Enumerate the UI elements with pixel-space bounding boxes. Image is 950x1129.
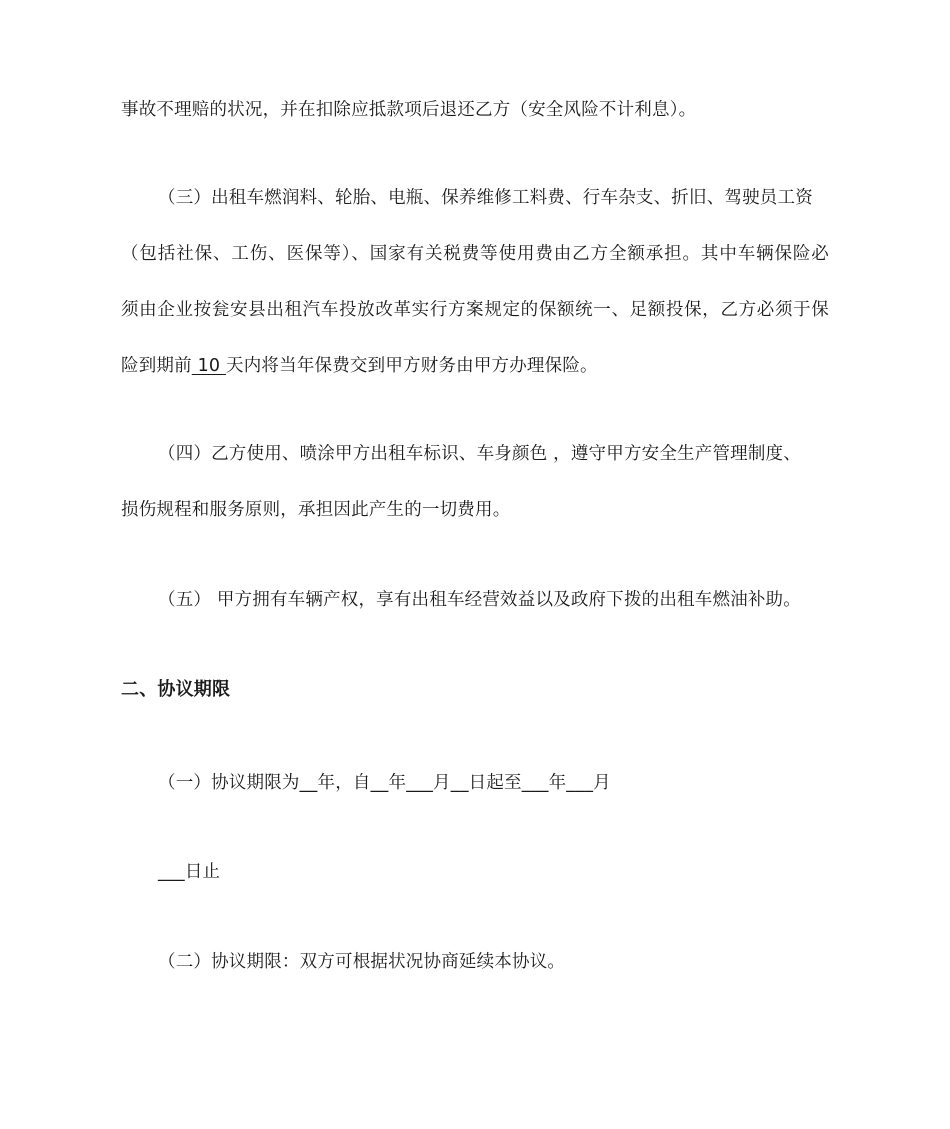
paragraph-3-line-4-suffix: 天内将当年保费交到甲方财务由甲方办理保险。 [226, 356, 598, 376]
section-2-item-2: （二）协议期限：双方可根据状况协商延续本协议。 [158, 952, 566, 972]
paragraph-3-line-3: 须由企业按瓮安县出租汽车投放改革实行方案规定的保额统一、足额投保，乙方必须于保 [121, 300, 829, 320]
paragraph-3-line-4 [121, 354, 598, 378]
section-2-item-1-line-2: ___日止 [158, 862, 221, 882]
paragraph-5-line-1: （五） 甲方拥有车辆产权，享有出租车经营效益以及政府下拨的出租车燃油补助。 [158, 590, 801, 610]
section-2-item-1-line-1: （一）协议期限为__年，自__年___月__日起至___年___月 [158, 773, 611, 793]
paragraph-3-line-1: （三）出租车燃润料、轮胎、电瓶、保养维修工料费、行车杂支、折旧、驾驶员工资 [158, 188, 813, 208]
paragraph-3-line-4-prefix: 险到期前 [121, 356, 192, 376]
insurance-days-value: 10 [191, 356, 227, 376]
paragraph-3-line-2: （包括社保、工伤、医保等）、国家有关税费等使用费由乙方全额承担。其中车辆保险必 [121, 244, 829, 264]
paragraph-4-line-1: （四）乙方使用、喷涂甲方出租车标识、车身颜色 ，遵守甲方安全生产管理制度、 [158, 444, 801, 464]
paragraph-safety-end-line-1: 事故不理赔的状况，并在扣除应抵款项后退还乙方（安全风险不计利息）。 [121, 100, 697, 120]
section-2-heading: 二、协议期限 [121, 679, 231, 700]
paragraph-4-line-2: 损伤规程和服务原则，承担因此产生的一切费用。 [121, 500, 511, 520]
